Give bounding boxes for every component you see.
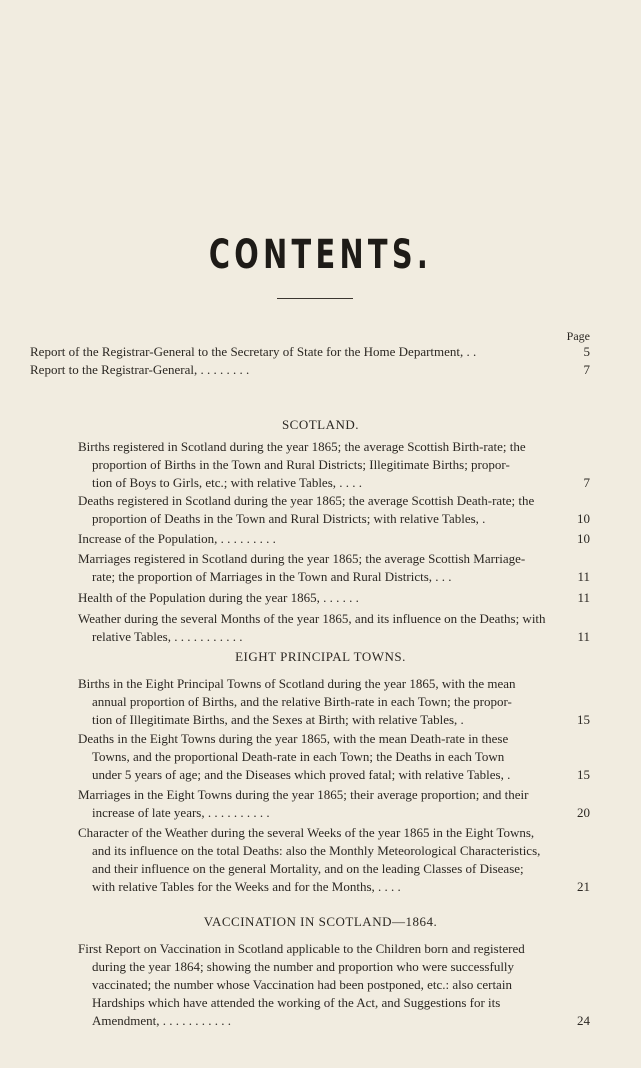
entry-line: and their influence on the general Mortality, and on the leading Classes of Disease; bbox=[92, 861, 524, 876]
front-entry-text: Report to the Registrar-General, . . . . . . . . bbox=[30, 362, 250, 377]
entry-page: 10 bbox=[577, 531, 590, 546]
front-entry-text: Report of the Registrar-General to the Secretary of State for the Home Department, . . bbox=[30, 344, 477, 359]
entry-line: Health of the Population during the year 1865, . . . . . . bbox=[78, 590, 359, 605]
entry-line: tion of Boys to Girls, etc.; with relative Tables, . . . . bbox=[92, 475, 363, 490]
entry-line: with relative Tables for the Weeks and for the Months, . . . . bbox=[92, 879, 401, 894]
entry-line: Deaths registered in Scotland during the year 1865; the average Scottish Death-rate; the bbox=[78, 493, 535, 508]
entry-line: Amendment, . . . . . . . . . . . bbox=[92, 1013, 232, 1028]
entry-line: Marriages registered in Scotland during the year 1865; the average Scottish Marriage- bbox=[78, 551, 526, 566]
front-entry-page: 7 bbox=[583, 362, 590, 377]
entry-line: Births registered in Scotland during the year 1865; the average Scottish Birth-rate; the bbox=[78, 439, 526, 454]
entry-page: 7 bbox=[583, 475, 590, 490]
entry-page: 20 bbox=[577, 805, 590, 820]
entry-line: Hardships which have attended the working of the Act, and Suggestions for its bbox=[92, 995, 501, 1010]
entry-line: vaccinated; the number whose Vaccination had been postponed, etc.: also certain bbox=[92, 977, 512, 992]
entry-page: 11 bbox=[577, 569, 590, 584]
entry-line: Marriages in the Eight Towns during the year 1865; their average proportion; and their bbox=[78, 787, 529, 802]
entry-page: 24 bbox=[577, 1013, 590, 1028]
section-heading: VACCINATION IN SCOTLAND—1864. bbox=[203, 914, 438, 929]
entry-line: and its influence on the total Deaths: also the Monthly Meteorological Characteristics, bbox=[92, 843, 541, 858]
entry-line: proportion of Deaths in the Town and Rural Districts; with relative Tables, . bbox=[92, 511, 486, 526]
entry-line: relative Tables, . . . . . . . . . . . bbox=[92, 629, 243, 644]
page-title: CONTENTS. bbox=[208, 232, 433, 278]
entry-line: First Report on Vaccination in Scotland applicable to the Children born and registered bbox=[78, 941, 525, 956]
entry-line: increase of late years, . . . . . . . . . . bbox=[92, 805, 270, 820]
entry-line: during the year 1864; showing the number and proportion who were successfully bbox=[92, 959, 515, 974]
section-heading: SCOTLAND. bbox=[281, 417, 360, 432]
entry-page: 21 bbox=[577, 879, 590, 894]
entry-line: Increase of the Population, . . . . . . . . . bbox=[78, 531, 276, 546]
entry-line: Weather during the several Months of the year 1865, and its influence on the Deaths; with bbox=[78, 611, 546, 626]
entry-line: annual proportion of Births, and the relative Birth-rate in each Town; the propor- bbox=[92, 694, 512, 709]
section-heading: EIGHT PRINCIPAL TOWNS. bbox=[235, 649, 406, 664]
entry-line: tion of Illegitimate Births, and the Sexes at Birth; with relative Tables, . bbox=[92, 712, 464, 727]
entry-page: 15 bbox=[577, 767, 590, 782]
front-entry-page: 5 bbox=[583, 344, 590, 359]
entry-line: rate; the proportion of Marriages in the Town and Rural Districts, . . . bbox=[92, 569, 452, 584]
entry-line: Deaths in the Eight Towns during the year 1865, with the mean Death-rate in these bbox=[78, 731, 509, 746]
entry-line: under 5 years of age; and the Diseases which proved fatal; with relative Tables, . bbox=[92, 767, 511, 782]
entry-page: 10 bbox=[577, 511, 590, 526]
entry-page: 11 bbox=[577, 629, 590, 644]
entry-line: proportion of Births in the Town and Rural Districts; Illegitimate Births; propor- bbox=[92, 457, 510, 472]
entry-line: Character of the Weather during the several Weeks of the year 1865 in the Eight Towns, bbox=[78, 825, 535, 840]
entry-line: Towns, and the proportional Death-rate in each Town; the Deaths in each Town bbox=[92, 749, 505, 764]
entry-line: Births in the Eight Principal Towns of Scotland during the year 1865, with the mean bbox=[78, 676, 516, 691]
entry-page: 11 bbox=[577, 590, 590, 605]
page-column-label: Page bbox=[566, 329, 590, 343]
title-rule bbox=[277, 298, 353, 299]
entry-page: 15 bbox=[577, 712, 590, 727]
